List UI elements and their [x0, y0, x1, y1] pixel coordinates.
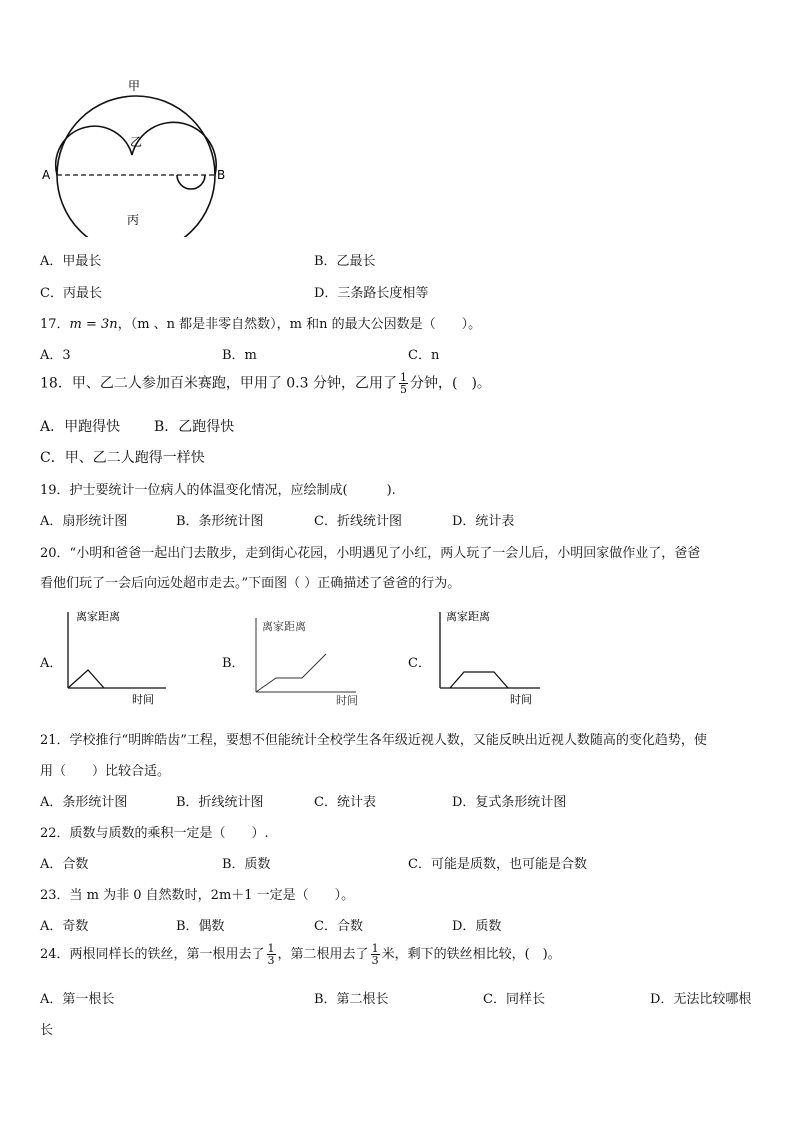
q22-option-a[interactable]: A．合数 — [40, 857, 89, 872]
q24-option-d[interactable]: D．无法比较哪根 — [650, 992, 752, 1007]
q22-stem: 22．质数与质数的乘积一定是（ ）. — [40, 826, 269, 841]
q17-option-c[interactable]: C．n — [408, 348, 440, 363]
q20-option-b[interactable]: B． — [222, 656, 245, 671]
q24-option-d-wrap: 长 — [40, 1023, 54, 1038]
q23-option-d[interactable]: D．质数 — [452, 919, 502, 934]
q24-text-b: ，第二根用去了 — [277, 947, 369, 962]
q20-graph-b-ylabel: 离家距离 — [262, 620, 306, 633]
q18-option-c[interactable]: C．甲、乙二人跑得一样快 — [40, 450, 205, 466]
q17-text: ，（m 、n 都是非零自然数），m 和n 的最大公因数是（ ）。 — [117, 317, 482, 332]
q16-option-d[interactable]: D．三条路长度相等 — [314, 286, 429, 301]
q24-stem — [40, 943, 561, 966]
q21-option-a[interactable]: A．条形统计图 — [40, 795, 128, 810]
q16-option-c[interactable]: C．丙最长 — [40, 286, 102, 301]
q21-option-d[interactable]: D．复式条形统计图 — [452, 795, 567, 810]
q21-option-c[interactable]: C．统计表 — [314, 795, 376, 810]
q23-stem: 23．当 m 为非 0 自然数时，2m＋1 一定是（ ）。 — [40, 888, 355, 903]
q18-fraction: $\frac{1}{5}$ — [399, 371, 407, 396]
q23-option-b[interactable]: B．偶数 — [176, 919, 225, 934]
label-a: A — [42, 168, 51, 182]
q20-graph-a-xlabel: 时间 — [132, 693, 154, 706]
arc-bing-small — [177, 175, 205, 189]
q19-option-b[interactable]: B．条形统计图 — [176, 514, 264, 529]
q21-stem-line1: 21．学校推行“明眸皓齿”工程，要想不但能统计全校学生各年级近视人数，又能反映出近视人数随高的变化趋势，使 — [40, 733, 707, 748]
label-yi: 乙 — [130, 135, 143, 149]
q21-stem-line2: 用（ ）比较合适。 — [40, 764, 171, 779]
q19-option-a[interactable]: A．扇形统计图 — [40, 514, 128, 529]
q20-graph-c-xlabel: 时间 — [510, 693, 532, 706]
q16-option-b[interactable]: B．乙最长 — [314, 254, 376, 269]
q24-option-b[interactable]: B．第二根长 — [314, 992, 389, 1007]
q20-option-c[interactable]: C． — [408, 656, 431, 671]
q18-text-after: 分钟，( )。 — [409, 375, 491, 392]
q24-option-c[interactable]: C．同样长 — [483, 992, 545, 1007]
q17-option-a[interactable]: A．3 — [40, 348, 71, 363]
q18-option-b[interactable]: B．乙跑得快 — [154, 419, 235, 435]
q18-option-a[interactable]: A．甲跑得快 — [40, 419, 121, 435]
q20-stem-line2: 看他们玩了一会后向远处超市走去。”下面图（ ）正确描述了爸爸的行为。 — [40, 576, 461, 591]
q17-number: 17． — [40, 317, 70, 332]
label-jia: 甲 — [128, 79, 141, 93]
q22-option-b[interactable]: B．质数 — [222, 857, 271, 872]
q24-text-c: 米，剩下的铁丝相比较，( )。 — [381, 947, 561, 962]
q20-graph-b — [246, 614, 366, 706]
q20-graph-c — [430, 606, 545, 706]
q24-text-a: 24．两根同样长的铁丝，第一根用去了 — [40, 947, 265, 962]
q20-graph-a-ylabel: 离家距离 — [76, 610, 120, 623]
q23-option-a[interactable]: A．奇数 — [40, 919, 89, 934]
q18-text-before: 18．甲、乙二人参加百米赛跑，甲用了 0.3 分钟，乙用了 — [40, 375, 397, 392]
q18-stem — [40, 372, 491, 395]
q20-graph-a — [58, 606, 168, 706]
q16-figure — [30, 72, 240, 237]
q24-option-a[interactable]: A．第一根长 — [40, 992, 115, 1007]
q17-option-b[interactable]: B．m — [222, 348, 257, 363]
q21-option-b[interactable]: B．折线统计图 — [176, 795, 264, 810]
q20-graph-c-ylabel: 离家距离 — [446, 610, 490, 623]
q19-option-c[interactable]: C．折线统计图 — [314, 514, 402, 529]
q20-stem-line1: 20．“小明和爸爸一起出门去散步，走到街心花园，小明遇见了小红，两人玩了一会儿后，小明回家做作业了，爸爸 — [40, 546, 701, 561]
q16-option-a[interactable]: A．甲最长 — [40, 254, 102, 269]
label-bing: 丙 — [127, 213, 140, 227]
q20-graph-b-xlabel: 时间 — [336, 694, 358, 706]
q23-option-c[interactable]: C．合数 — [314, 919, 363, 934]
label-b: B — [217, 168, 226, 182]
q22-option-c[interactable]: C．可能是质数，也可能是合数 — [408, 857, 587, 872]
q24-fraction-1: $\frac{1}{3}$ — [267, 942, 275, 967]
q19-option-d[interactable]: D．统计表 — [452, 514, 515, 529]
q20-option-a[interactable]: A． — [40, 656, 63, 671]
q17-stem — [40, 313, 481, 332]
q17-expr: m = 3n — [69, 317, 118, 332]
q24-fraction-2: $\frac{1}{3}$ — [371, 942, 379, 967]
q19-stem: 19．护士要统计一位病人的体温变化情况，应绘制成( ). — [40, 483, 396, 498]
